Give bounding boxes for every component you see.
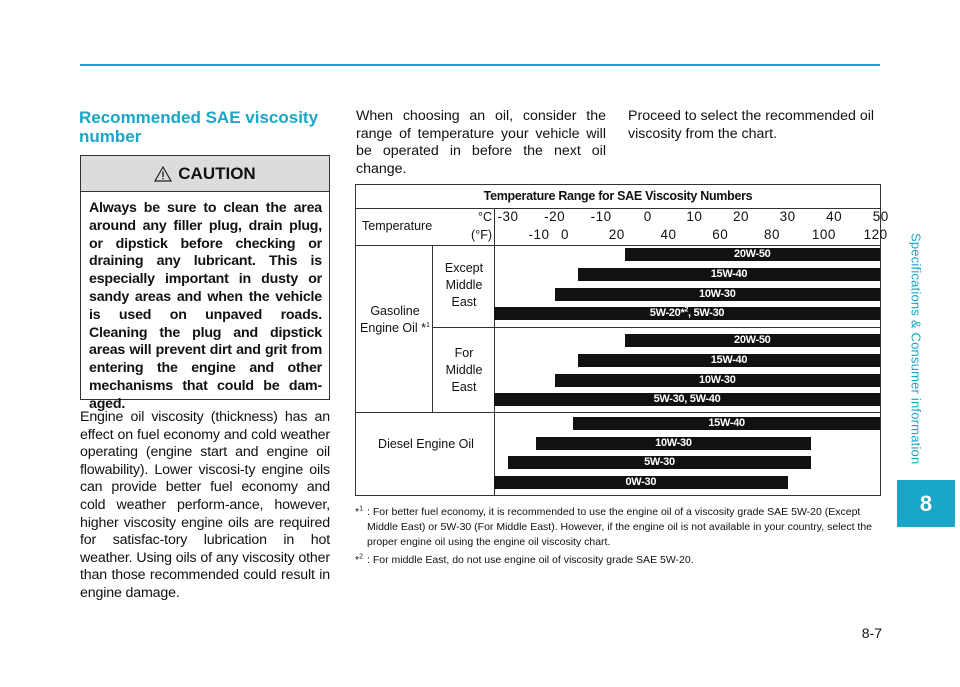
- except-middle-east-label: Except Middle East: [444, 261, 484, 309]
- choosing-oil-paragraph: When choosing an oil, consider the range of temperature your vehicle will be operated in before the next oil change.: [356, 108, 606, 177]
- chart-title: Temperature Range for SAE Viscosity Numbers: [356, 185, 880, 209]
- fahrenheit-tick: 20: [608, 227, 625, 242]
- temperature-label: Temperature: [362, 219, 433, 233]
- fahrenheit-tick: 120: [863, 227, 888, 242]
- gasoline-label-text: Gasoline Engine Oil *: [360, 304, 427, 335]
- viscosity-bar: 5W-30, 5W-40: [494, 393, 880, 406]
- viscosity-bar: 15W-40: [573, 417, 880, 430]
- celsius-tick: 50: [872, 209, 889, 224]
- viscosity-bar: 5W-30: [508, 456, 811, 469]
- caution-box: [80, 155, 330, 412]
- gasoline-divider: [432, 327, 880, 328]
- fahrenheit-tick: 80: [764, 227, 781, 242]
- fahrenheit-tick: 0: [560, 227, 569, 242]
- chapter-tab: 8: [897, 480, 955, 527]
- viscosity-paragraph: Engine oil viscosity (thickness) has an effect on fuel economy and cold weather operating (engine start and engine oil flowability). Lower viscosi-ty engine oils can provide better fuel economy and cold weather perform-ance, however, higher viscosity engine oils are required for satisfac-tory lubrication in hot weather. Using oils of any viscosity other than those recommended could result in engine damage.: [80, 409, 330, 601]
- viscosity-bar: 0W-30: [494, 476, 788, 489]
- region-divider: [432, 245, 433, 412]
- diesel-divider: [356, 412, 880, 413]
- caution-text: Always be sure to clean the area around any filler plug, drain plug, or dipstick before checking or draining any lubricant. This is especially important in dusty or sandy areas and when the vehicle is used on unpaved roads. Cleaning the plug and dipstick areas will prevent dirt and grit from entering the engine and other mechanisms that could be dam-aged.: [89, 200, 322, 412]
- caution-header: [81, 156, 329, 192]
- warning-triangle-icon: [154, 166, 172, 182]
- bar-label: 5W-20*: [649, 307, 685, 319]
- viscosity-chart: [355, 184, 889, 496]
- axis-divider: [494, 209, 495, 495]
- footnote-2: [355, 553, 882, 568]
- celsius-tick: -10: [590, 209, 612, 224]
- viscosity-bar: 20W-50: [625, 334, 881, 347]
- fahrenheit-tick: -10: [528, 227, 550, 242]
- for-middle-east-label: For Middle East: [445, 346, 483, 394]
- celsius-tick: -30: [497, 209, 519, 224]
- viscosity-bar: 10W-30: [555, 288, 880, 301]
- viscosity-bar: 15W-40: [578, 354, 880, 367]
- footnote-2-star: *: [355, 554, 360, 566]
- header-divider: [356, 245, 880, 246]
- fahrenheit-unit: (°F): [471, 228, 492, 242]
- celsius-tick: 30: [779, 209, 796, 224]
- bar-label-footnote: 2: [684, 306, 689, 314]
- footnote-1-star: *: [355, 506, 360, 518]
- viscosity-bar: 10W-30: [555, 374, 880, 387]
- fahrenheit-tick: 100: [811, 227, 836, 242]
- footnote-1: [355, 505, 882, 550]
- proceed-paragraph: Proceed to select the recommended oil viscosity from the chart.: [628, 108, 875, 142]
- viscosity-bar: 15W-40: [578, 268, 880, 281]
- bar-label-rest: , 5W-30: [688, 307, 725, 319]
- gasoline-footnote-mark: 1: [426, 321, 430, 329]
- viscosity-bar: 20W-50: [625, 248, 881, 261]
- celsius-tick: 40: [826, 209, 843, 224]
- footnote-2-mark: 2: [359, 553, 363, 561]
- diesel-engine-oil-label: Diesel Engine Oil: [378, 437, 474, 451]
- fahrenheit-tick: 60: [712, 227, 729, 242]
- header-rule: [80, 64, 880, 66]
- footnote-2-text: : For middle East, do not use engine oil of viscosity grade SAE 5W-20.: [367, 554, 694, 566]
- celsius-tick: 0: [643, 209, 652, 224]
- page-number: 8-7: [861, 625, 882, 641]
- chapter-title: Specifications & Consumer information: [908, 233, 924, 465]
- celsius-unit: °C: [477, 210, 492, 224]
- viscosity-bar: 10W-30: [536, 437, 811, 450]
- caution-title: CAUTION: [178, 163, 256, 183]
- footnote-1-text: : For better fuel economy, it is recommended to use the engine oil of a viscosity grade SAE 5W-20 (Except Middle East) or 5W-30 (For Middle East). However, if the engine oil is not available in your country, select the proper engine oil using the engine oil viscosity chart.: [367, 506, 873, 548]
- gasoline-engine-oil-label: [358, 303, 432, 337]
- celsius-tick: 20: [732, 209, 750, 224]
- footnote-1-mark: 1: [359, 505, 363, 513]
- fahrenheit-tick: 40: [660, 227, 677, 242]
- celsius-tick: 10: [686, 209, 703, 224]
- section-title: Recommended SAE viscosity number: [79, 108, 319, 146]
- celsius-tick: -20: [544, 209, 566, 224]
- viscosity-bar: [494, 307, 880, 320]
